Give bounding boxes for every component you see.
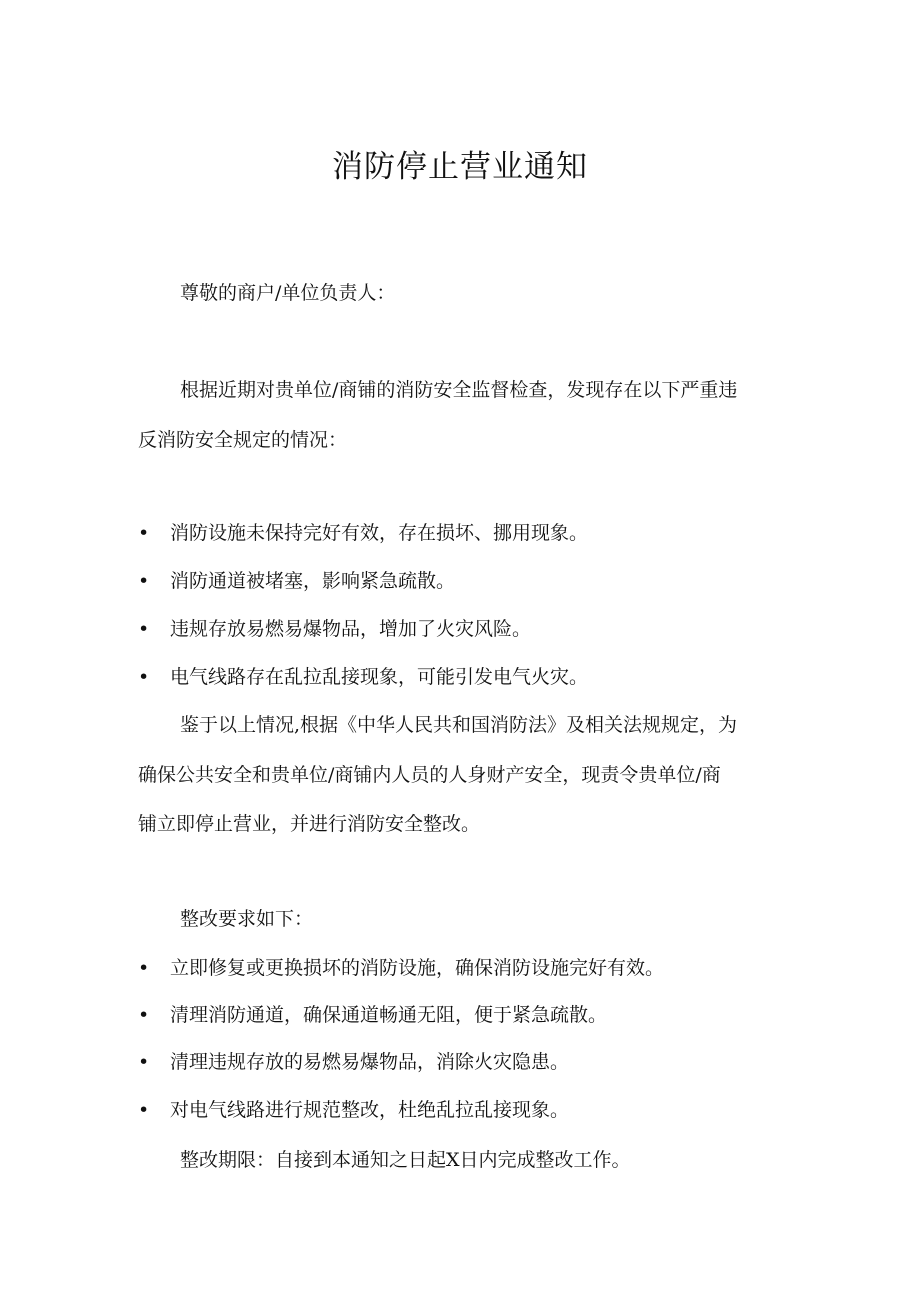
violation-text: 电气线路存在乱拉乱接现象，可能引发电气火灾。 (170, 666, 589, 688)
intro-paragraph-line-1: 根据近期对贵单位/商铺的消防安全监督检查，发现存在以下严重违 (180, 379, 738, 401)
violation-text: 消防设施未保持完好有效，存在损坏、挪用现象。 (170, 522, 589, 544)
order-paragraph-line-3: 铺立即停止营业，并进行消防安全整改。 (138, 813, 481, 835)
bullet-icon: • (138, 570, 150, 592)
bullet-icon: • (138, 522, 150, 544)
violation-text: 违规存放易燃易爆物品，增加了火灾风险。 (170, 618, 532, 640)
bullet-icon: • (138, 957, 150, 979)
requirement-text: 立即修复或更换损坏的消防设施，确保消防设施完好有效。 (170, 957, 665, 979)
document-title: 消防停止营业通知 (332, 149, 588, 185)
requirement-text: 对电气线路进行规范整改，杜绝乱拉乱接现象。 (170, 1099, 570, 1121)
intro-paragraph-line-2: 反消防安全规定的情况： (138, 429, 348, 451)
bullet-icon: • (138, 1051, 150, 1073)
bullet-icon: • (138, 666, 150, 688)
deadline-line: 整改期限：自接到本通知之日起X日内完成整改工作。 (180, 1149, 631, 1171)
bullet-icon: • (138, 1099, 150, 1121)
order-paragraph-line-1: 鉴于以上情况,根据《中华人民共和国消防法》及相关法规规定，为 (180, 714, 738, 736)
salutation: 尊敬的商户/单位负责人： (180, 282, 396, 304)
order-paragraph-line-2: 确保公共安全和贵单位/商铺内人员的人身财产安全，现责令贵单位/商 (138, 764, 721, 786)
bullet-icon: • (138, 618, 150, 640)
bullet-icon: • (138, 1004, 150, 1026)
violation-text: 消防通道被堵塞，影响紧急疏散。 (170, 570, 456, 592)
requirement-text: 清理消防通道，确保通道畅通无阻，便于紧急疏散。 (170, 1004, 608, 1026)
rectification-heading: 整改要求如下： (180, 908, 314, 930)
requirement-text: 清理违规存放的易燃易爆物品，消除火灾隐患。 (170, 1051, 570, 1073)
